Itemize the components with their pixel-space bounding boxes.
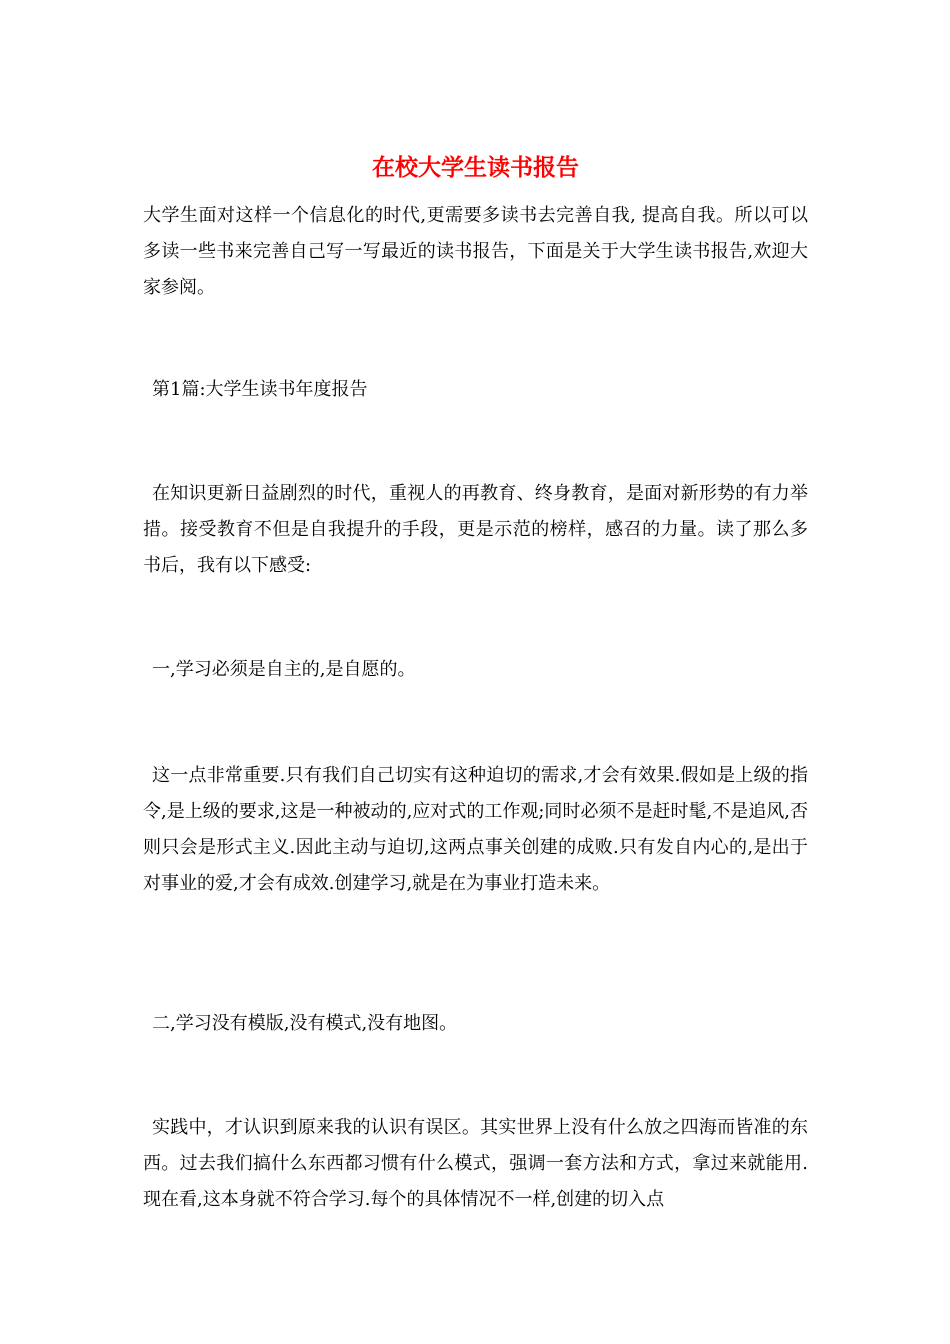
intro-paragraph: 大学生面对这样一个信息化的时代,更需要多读书去完善自我, 提高自我。所以可以多读一些书来完善自己写一写最近的读书报告，下面是关于大学生读书报告,欢迎大家参阅。 <box>143 205 808 298</box>
point-heading-1: 一,学习必须是自主的,是自愿的。 <box>152 659 416 680</box>
document-page <box>143 0 808 1344</box>
section-heading-1: 第1篇:大学生读书年度报告 <box>152 379 368 400</box>
document-title: 在校大学生读书报告 <box>372 154 579 181</box>
point-heading-2: 二,学习没有模版,没有模式,没有地图。 <box>152 1013 458 1034</box>
body-paragraph-1: 在知识更新日益剧烈的时代，重视人的再教育、终身教育，是面对新形势的有力举措。接受教育不但是自我提升的手段，更是示范的榜样，感召的力量。读了那么多书后，我有以下感受: <box>143 483 808 576</box>
body-paragraph-2: 这一点非常重要.只有我们自己切实有这种迫切的需求,才会有效果.假如是上级的指令,是上级的要求,这是一种被动的,应对式的工作观;同时必须不是赶时髦,不是追风,否则只会是形式主义.因此主动与迫切,这两点事关创建的成败.只有发自内心的,是出于对事业的爱,才会有成效.创建学习,就是在为事业打造未来。 <box>143 765 808 894</box>
body-paragraph-3: 实践中，才认识到原来我的认识有误区。其实世界上没有什么放之四海而皆准的东西。过去我们搞什么东西都习惯有什么模式，强调一套方法和方式，拿过来就能用.现在看,这本身就不符合学习.每个的具体情况不一样,创建的切入点 <box>143 1117 808 1210</box>
